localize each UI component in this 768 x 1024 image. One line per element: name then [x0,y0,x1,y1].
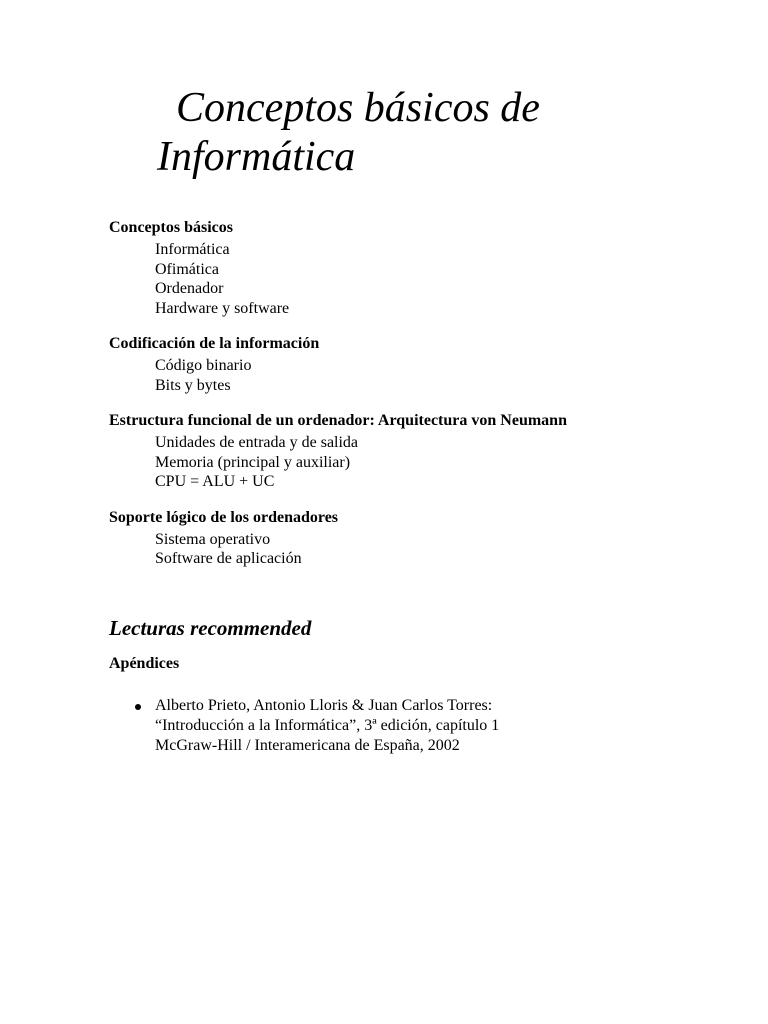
section-item-list [109,356,729,395]
section-item: Informática [155,241,230,258]
reference-line: Alberto Prieto, Antonio Lloris & Juan Carlos Torres: [155,697,493,714]
section-conceptos-basicos [109,218,729,318]
section-item: Código binario [155,357,252,374]
reference-line: McGraw-Hill / Interamericana de España, 2002 [155,737,460,754]
reference-item [109,696,729,756]
section-item: Sistema operativo [155,530,271,548]
title-line-2: Informática [157,134,356,180]
reference-list [109,696,729,756]
appendix-heading: Apéndices [109,655,180,672]
section-item-list [109,433,729,492]
section-item: Memoria (principal y auxiliar) [155,453,351,471]
section-heading: Codificación de la información [109,335,320,352]
reference-line: “Introducción a la Informática”, 3ª edición, capítulo 1 [155,717,500,734]
section-item: Ordenador [155,280,224,297]
section-heading: Soporte lógico de los ordenadores [109,508,339,526]
section-soporte-logico [109,508,729,569]
section-item: Hardware y software [155,299,290,317]
section-item: Ofimática [155,260,219,278]
section-heading: Estructura funcional de un ordenador: Arquitectura von Neumann [109,412,567,429]
topics-outline [109,218,729,585]
section-item-list [109,240,729,318]
section-item: Software de aplicación [155,550,302,567]
section-item-list [109,530,729,569]
section-item: CPU = ALU + UC [155,473,275,490]
readings-title: Lecturas recommended [109,616,312,640]
section-item: Bits y bytes [155,376,231,394]
section-estructura-funcional [109,411,729,492]
title-line-1: Conceptos básicos de [176,85,540,131]
section-item: Unidades de entrada y de salida [155,434,359,451]
section-codificacion [109,334,729,395]
section-heading: Conceptos básicos [109,219,234,236]
bullet-icon [135,704,141,710]
